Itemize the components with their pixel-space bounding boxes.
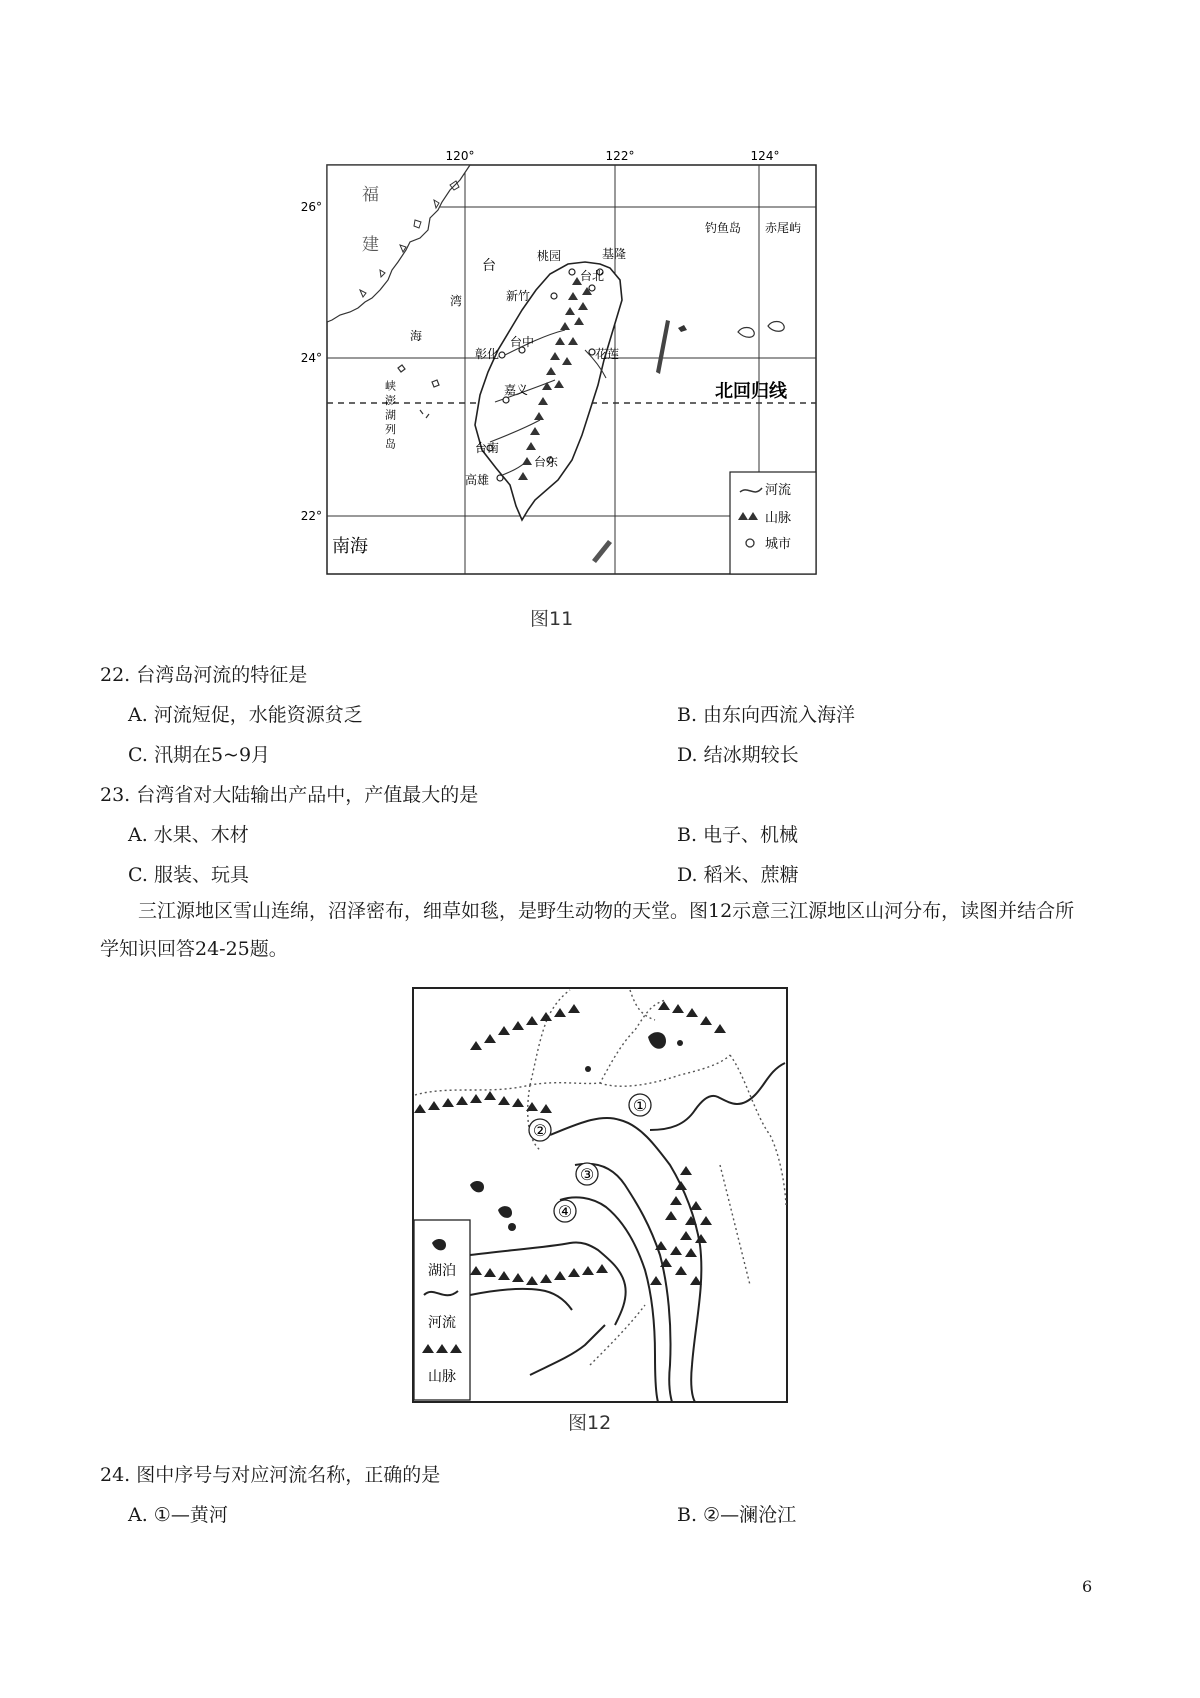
q24-option-a[interactable]: A. ①—黄河	[128, 1504, 228, 1526]
q22-option-d[interactable]: D. 结冰期较长	[677, 744, 799, 766]
figure-12-caption: 图12	[568, 1412, 612, 1434]
q22-option-a[interactable]: A. 河流短促，水能资源贫乏	[128, 704, 363, 726]
legend-city-label: 城市	[765, 537, 792, 552]
label-tainan: 台南	[475, 441, 500, 455]
label-taipei: 台北	[580, 269, 605, 283]
label-hsinchu: 新竹	[506, 289, 531, 303]
figure11-legend	[730, 472, 816, 574]
lat-label-22: 22°	[300, 509, 322, 523]
sanjiangyuan-map	[410, 985, 790, 1405]
question-24-stem: 24. 图中序号与对应河流名称，正确的是	[100, 1464, 441, 1486]
figure12-legend	[414, 1220, 470, 1400]
figure-12	[410, 985, 790, 1409]
q24-option-b[interactable]: B. ②—澜沧江	[677, 1504, 797, 1526]
lon-label-124: 124°	[750, 149, 780, 163]
marker-4: ④	[557, 1202, 573, 1221]
q23-option-c[interactable]: C. 服装、玩具	[128, 864, 249, 886]
legend-river-label-12: 河流	[428, 1315, 456, 1331]
q23-option-b[interactable]: B. 电子、机械	[677, 824, 799, 846]
label-strait-3: 海	[410, 329, 423, 343]
legend-lake-label: 湖泊	[428, 1263, 456, 1279]
label-taoyuan: 桃园	[537, 249, 562, 263]
passage-sanjiangyuan: 三江源地区雪山连绵，沼泽密布，细草如毯，是野生动物的天堂。图12示意三江源地区山河分布，读图并结合所学知识回答24-25题。	[100, 900, 1075, 960]
legend-mountain-label: 山脉	[765, 511, 792, 526]
figure-11-caption: 图11	[530, 608, 574, 630]
lat-label-24: 24°	[300, 351, 322, 365]
label-taitung: 台东	[534, 455, 559, 469]
label-kaohsiung: 高雄	[465, 473, 490, 487]
label-diaoyu: 钓鱼岛	[705, 221, 742, 235]
label-chiayi: 嘉义	[504, 383, 529, 397]
q23-option-d[interactable]: D. 稻米、蔗糖	[677, 864, 799, 886]
figure-11	[300, 149, 830, 604]
lon-label-122: 122°	[605, 149, 635, 163]
legend-river-label: 河流	[765, 483, 792, 498]
label-hualien: 花莲	[595, 347, 620, 361]
lat-label-26: 26°	[300, 200, 322, 214]
q22-option-c[interactable]: C. 汛期在5~9月	[128, 744, 271, 766]
label-changhua: 彰化	[475, 347, 500, 361]
marker-2: ②	[532, 1121, 548, 1140]
label-fujian-2: 建	[362, 235, 379, 255]
q23-option-a[interactable]: A. 水果、木材	[128, 824, 249, 846]
marker-3: ③	[579, 1165, 595, 1184]
page-number: 6	[1082, 1577, 1093, 1596]
q22-option-b[interactable]: B. 由东向西流入海洋	[677, 704, 856, 726]
legend-mountain-icon-12	[422, 1344, 462, 1353]
label-chiwei: 赤尾屿	[765, 221, 802, 235]
question-23-stem: 23. 台湾省对大陆输出产品中，产值最大的是	[100, 784, 479, 806]
label-taichung: 台中	[510, 335, 535, 349]
label-south-sea: 南海	[332, 536, 368, 557]
label-penghu: 峡 澎 湖 列 岛	[383, 380, 397, 449]
marker-1: ①	[632, 1096, 648, 1115]
taiwan-map	[300, 149, 830, 600]
label-tropic: 北回归线	[715, 381, 787, 402]
legend-city-icon	[746, 539, 754, 547]
question-22-stem: 22. 台湾岛河流的特征是	[100, 664, 308, 686]
label-strait-2: 湾	[450, 294, 463, 308]
label-strait-1: 台	[482, 258, 496, 274]
label-fujian-1: 福	[362, 185, 379, 205]
lon-label-120: 120°	[445, 149, 475, 163]
label-keelung: 基隆	[602, 247, 627, 261]
legend-mountain-label-12: 山脉	[428, 1369, 456, 1385]
